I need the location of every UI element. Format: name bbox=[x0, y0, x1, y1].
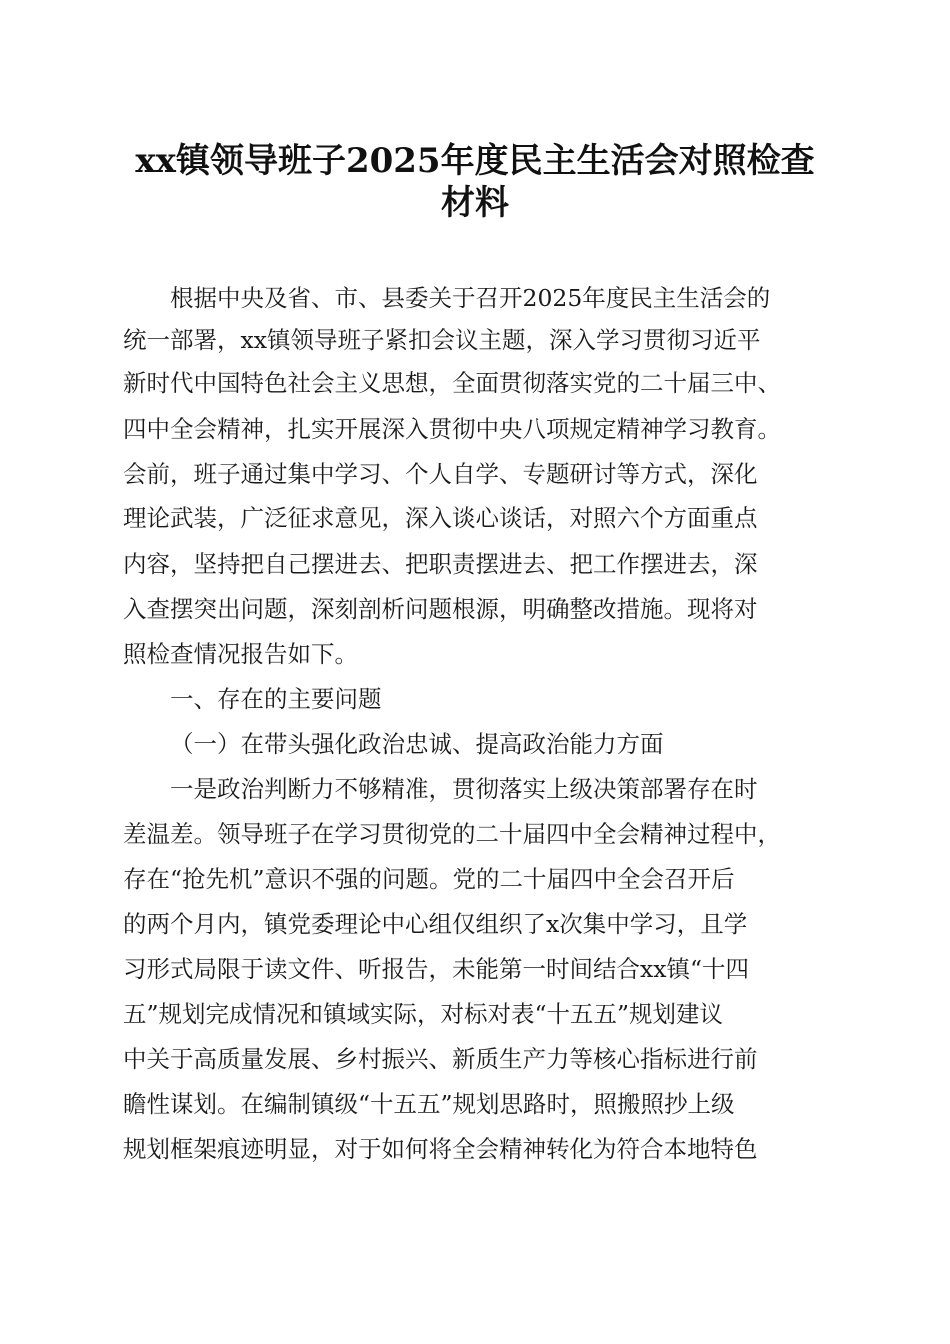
paragraph-line: 的两个月内，镇党委理论中心组仅组织了x次集中学习，且学 bbox=[123, 910, 748, 938]
paragraph-line: 入查摆突出问题，深刻剖析问题根源，明确整改措施。现将对 bbox=[123, 595, 758, 623]
paragraph-line: 理论武装，广泛征求意见，深入谈心谈话，对照六个方面重点 bbox=[123, 504, 758, 532]
paragraph-line: 五”规划完成情况和镇域实际，对标对表“十五五”规划建议 bbox=[123, 1000, 724, 1028]
paragraph-line: 内容，坚持把自己摆进去、把职责摆进去、把工作摆进去，深 bbox=[123, 550, 758, 578]
paragraph-line: 瞻性谋划。在编制镇级“十五五”规划思路时，照搬照抄上级 bbox=[123, 1090, 735, 1118]
document-title bbox=[110, 140, 840, 224]
paragraph-line: 统一部署，xx镇领导班子紧扣会议主题，深入学习贯彻习近平 bbox=[123, 326, 761, 354]
paragraph-line: 根据中央及省、市、县委关于召开2025年度民主生活会的 bbox=[170, 284, 771, 312]
title-line-1: xx镇领导班子2025年度民主生活会对照检查 bbox=[135, 141, 815, 181]
paragraph-line: 新时代中国特色社会主义思想，全面贯彻落实党的二十届三中、 bbox=[123, 369, 781, 397]
paragraph-line: 一是政治判断力不够精准，贯彻落实上级决策部署存在时 bbox=[170, 775, 758, 803]
paragraph-line: 存在“抢先机”意识不强的问题。党的二十届四中全会召开后 bbox=[123, 865, 735, 893]
paragraph-line: 四中全会精神，扎实开展深入贯彻中央八项规定精神学习教育。 bbox=[123, 415, 781, 443]
paragraph-line: 习形式局限于读文件、听报告，未能第一时间结合xx镇“十四 bbox=[123, 955, 750, 983]
paragraph-line: 照检查情况报告如下。 bbox=[123, 640, 358, 668]
section-heading: 一、存在的主要问题 bbox=[170, 685, 382, 713]
title-line-2: 材料 bbox=[441, 183, 509, 223]
subsection-heading: （一）在带头强化政治忠诚、提高政治能力方面 bbox=[170, 730, 664, 758]
paragraph-line: 中关于高质量发展、乡村振兴、新质生产力等核心指标进行前 bbox=[123, 1045, 758, 1073]
paragraph-line: 规划框架痕迹明显，对于如何将全会精神转化为符合本地特色 bbox=[123, 1135, 758, 1163]
paragraph-line: 会前，班子通过集中学习、个人自学、专题研讨等方式，深化 bbox=[123, 460, 758, 488]
paragraph-line: 差温差。领导班子在学习贯彻党的二十届四中全会精神过程中， bbox=[123, 820, 781, 848]
